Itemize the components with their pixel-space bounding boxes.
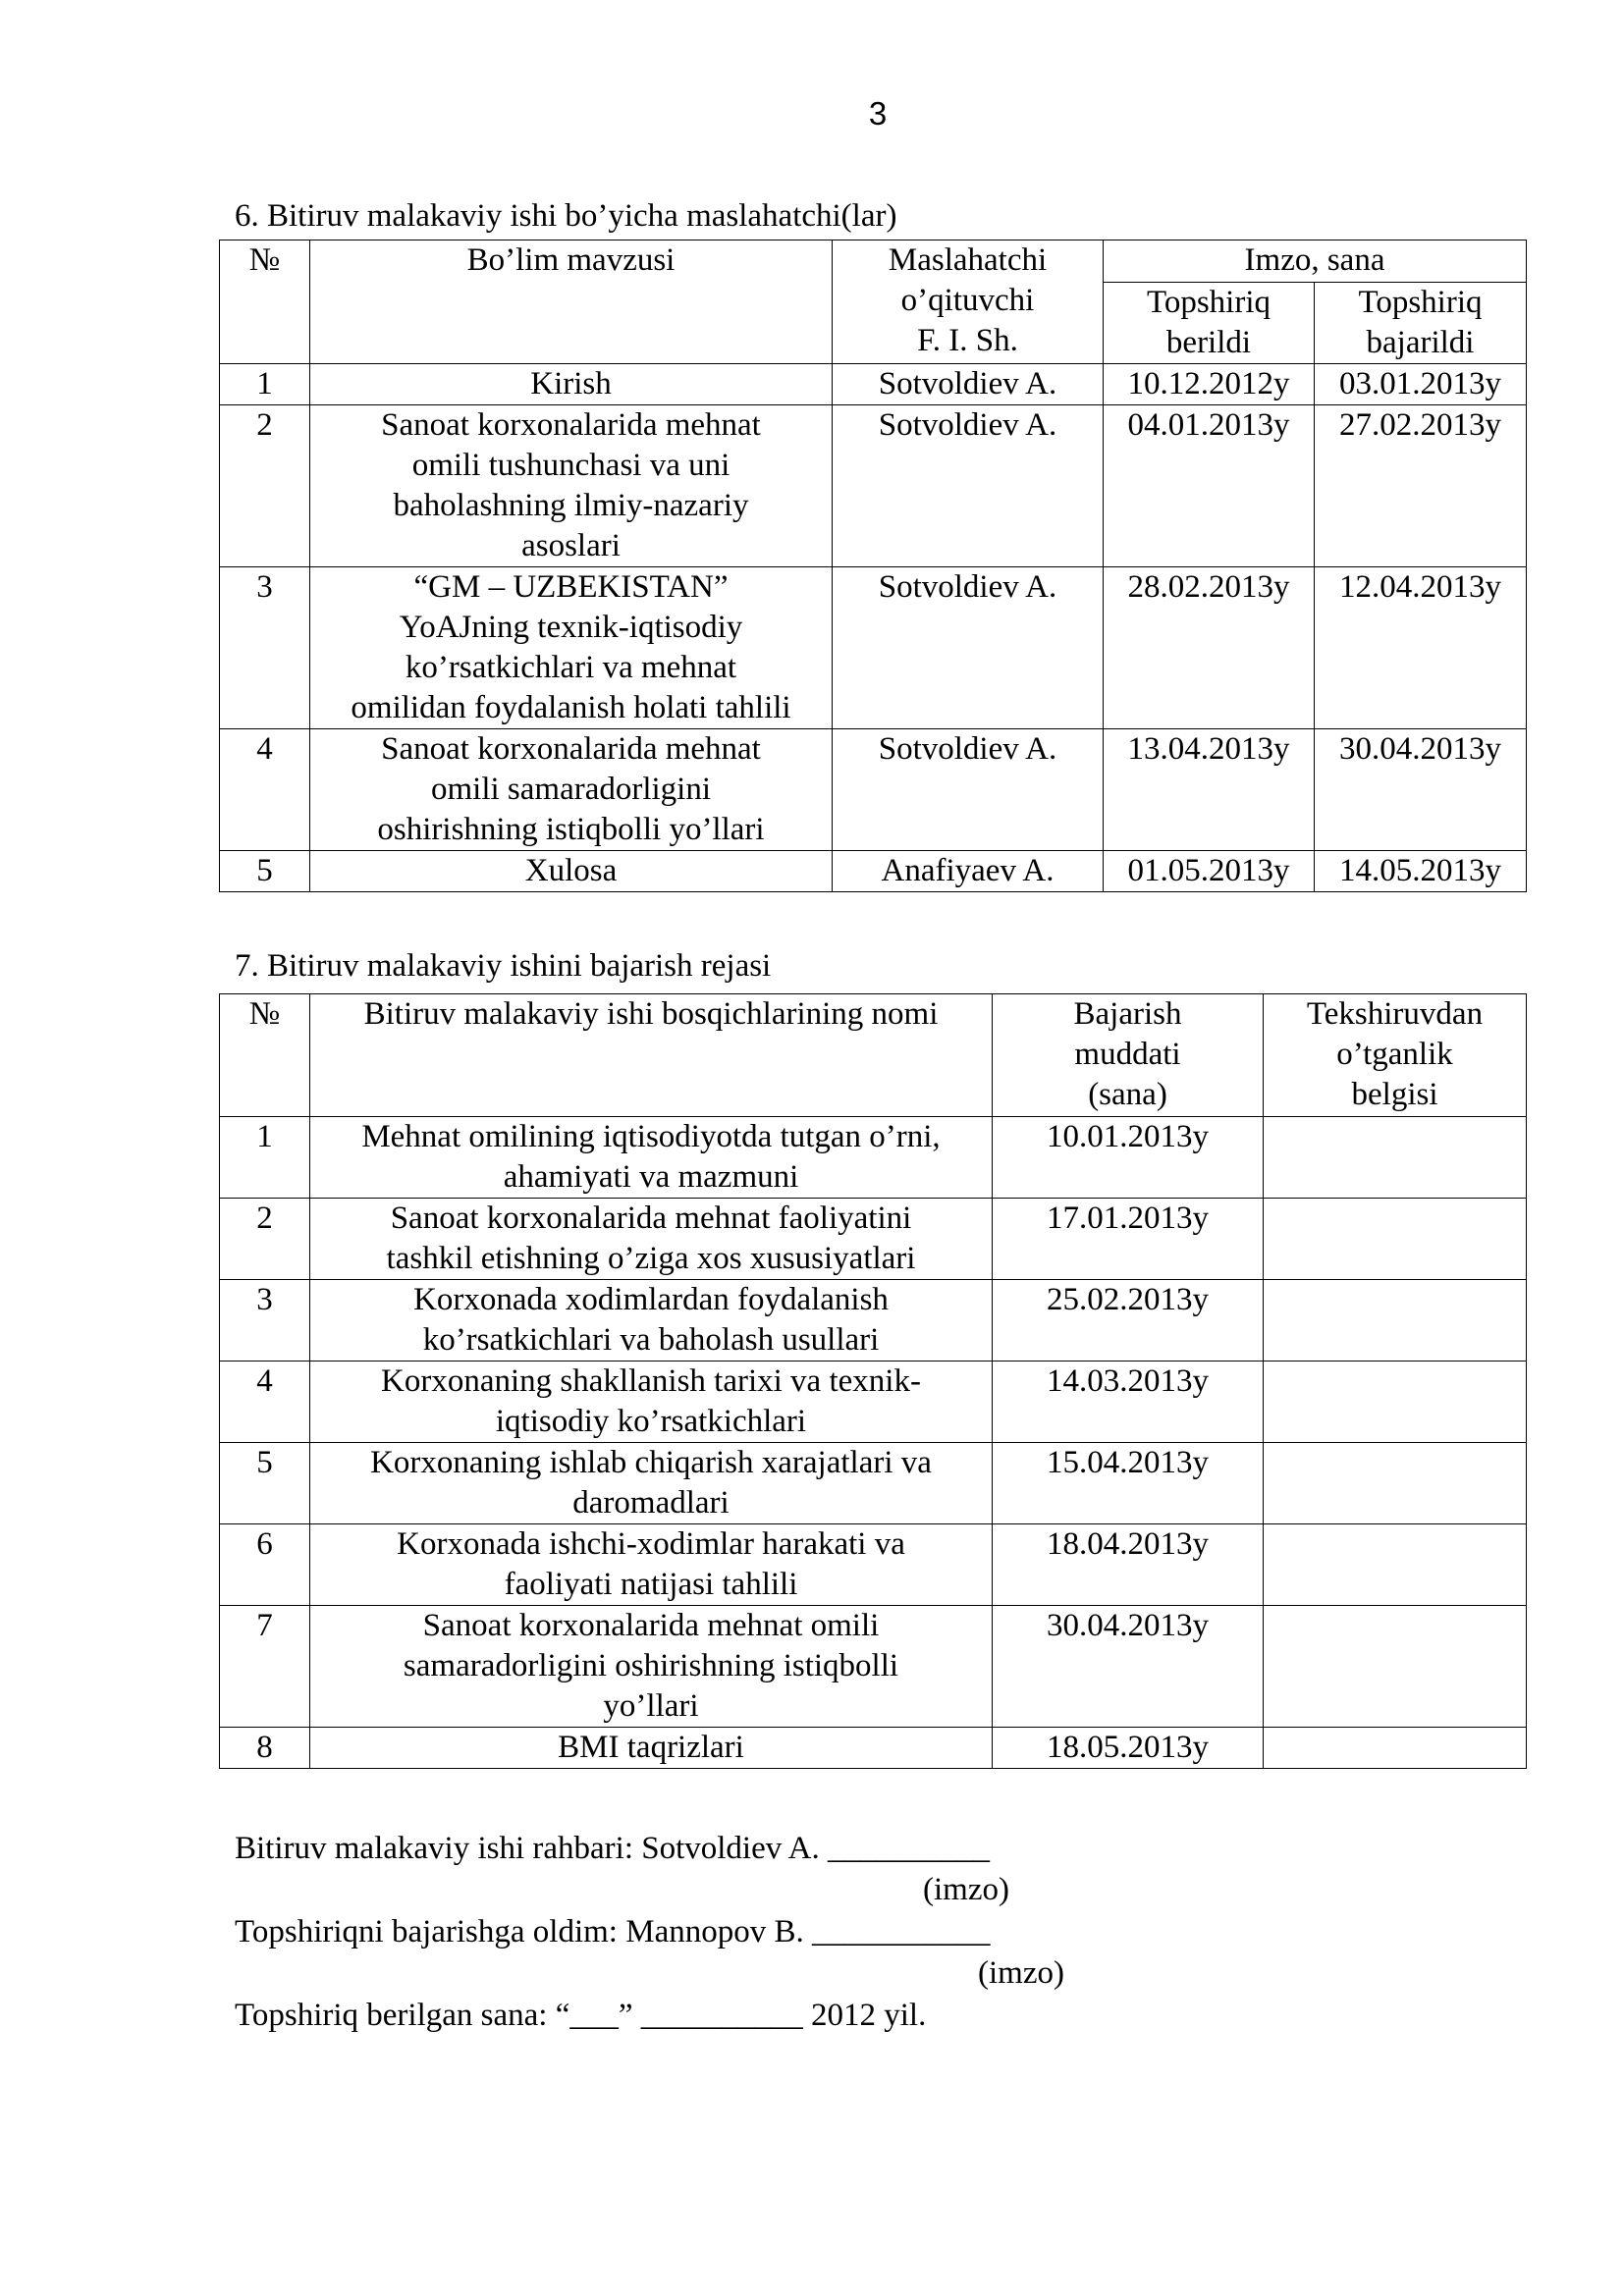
row-deadline: 10.01.2013y bbox=[993, 1117, 1264, 1199]
row-stage: Korxonaning ishlab chiqarish xarajatlari va daromadlari bbox=[310, 1443, 993, 1524]
row-advisor: Sotvoldiev A. bbox=[833, 729, 1104, 851]
table-row bbox=[220, 364, 1527, 405]
row-topic: Sanoat korxonalarida mehnat omili samaradorligini oshirishning istiqbolli yo’llari bbox=[310, 729, 833, 851]
row-topic: “GM – UZBEKISTAN” YoAJning texnik-iqtisodiy ko’rsatkichlari va mehnat omilidan foydalanish holati tahlili bbox=[310, 567, 833, 729]
row-check bbox=[1264, 1117, 1527, 1199]
row-stage: Sanoat korxonalarida mehnat faoliyatini tashkil etishning o’ziga xos xususiyatlari bbox=[310, 1199, 993, 1280]
table-header-row bbox=[220, 240, 1527, 283]
row-done-date: 30.04.2013y bbox=[1315, 729, 1527, 851]
supervisor-signature-label: (imzo) bbox=[923, 1872, 1009, 1907]
table-row bbox=[220, 1199, 1527, 1280]
row-num: 1 bbox=[220, 364, 310, 405]
row-done-date: 27.02.2013y bbox=[1315, 405, 1527, 567]
header-check: Tekshiruvdan o’tganlik belgisi bbox=[1264, 994, 1527, 1117]
header-topic: Bo’lim mavzusi bbox=[310, 240, 833, 364]
header-stage: Bitiruv malakaviy ishi bosqichlarining nomi bbox=[310, 994, 993, 1117]
row-topic: Xulosa bbox=[310, 851, 833, 892]
table-row bbox=[220, 851, 1527, 892]
table-row bbox=[220, 405, 1527, 567]
row-stage: BMI taqrizlari bbox=[310, 1728, 993, 1769]
row-num: 8 bbox=[220, 1728, 310, 1769]
header-deadline: Bajarish muddati (sana) bbox=[993, 994, 1264, 1117]
row-deadline: 30.04.2013y bbox=[993, 1606, 1264, 1728]
row-advisor: Anafiyaev A. bbox=[833, 851, 1104, 892]
accepted-line: Topshiriqni bajarishga oldim: Mannopov B. ___________ bbox=[235, 1914, 991, 1949]
row-given-date: 04.01.2013y bbox=[1104, 405, 1315, 567]
row-advisor: Sotvoldiev A. bbox=[833, 405, 1104, 567]
table-row bbox=[220, 729, 1527, 851]
row-check bbox=[1264, 1280, 1527, 1362]
date-line: Topshiriq berilgan sana: “___” __________ 2012 yil. bbox=[235, 1998, 927, 2033]
table-row bbox=[220, 1280, 1527, 1362]
row-stage: Mehnat omilining iqtisodiyotda tutgan o’rni, ahamiyati va mazmuni bbox=[310, 1117, 993, 1199]
row-check bbox=[1264, 1524, 1527, 1606]
table-row bbox=[220, 1728, 1527, 1769]
table-row bbox=[220, 1524, 1527, 1606]
table-row bbox=[220, 1606, 1527, 1728]
row-given-date: 01.05.2013y bbox=[1104, 851, 1315, 892]
row-stage: Korxonada xodimlardan foydalanish ko’rsatkichlari va baholash usullari bbox=[310, 1280, 993, 1362]
header-num: № bbox=[220, 240, 310, 364]
row-num: 1 bbox=[220, 1117, 310, 1199]
row-done-date: 12.04.2013y bbox=[1315, 567, 1527, 729]
row-num: 4 bbox=[220, 729, 310, 851]
row-topic: Kirish bbox=[310, 364, 833, 405]
row-check bbox=[1264, 1362, 1527, 1443]
header-given: Topshiriq berildi bbox=[1104, 283, 1315, 364]
row-num: 2 bbox=[220, 1199, 310, 1280]
row-stage: Korxonada ishchi-xodimlar harakati va faoliyati natijasi tahlili bbox=[310, 1524, 993, 1606]
row-given-date: 10.12.2012y bbox=[1104, 364, 1315, 405]
row-num: 7 bbox=[220, 1606, 310, 1728]
row-deadline: 17.01.2013y bbox=[993, 1199, 1264, 1280]
table-row bbox=[220, 1443, 1527, 1524]
row-check bbox=[1264, 1606, 1527, 1728]
row-done-date: 03.01.2013y bbox=[1315, 364, 1527, 405]
row-advisor: Sotvoldiev A. bbox=[833, 364, 1104, 405]
header-done: Topshiriq bajarildi bbox=[1315, 283, 1527, 364]
plan-table bbox=[219, 993, 1527, 1769]
table-header-row bbox=[220, 994, 1527, 1117]
table-row bbox=[220, 567, 1527, 729]
row-deadline: 18.05.2013y bbox=[993, 1728, 1264, 1769]
row-done-date: 14.05.2013y bbox=[1315, 851, 1527, 892]
row-stage: Sanoat korxonalarida mehnat omili samaradorligini oshirishning istiqbolli yo’llari bbox=[310, 1606, 993, 1728]
row-stage: Korxonaning shakllanish tarixi va texnik- iqtisodiy ko’rsatkichlari bbox=[310, 1362, 993, 1443]
row-deadline: 18.04.2013y bbox=[993, 1524, 1264, 1606]
row-topic: Sanoat korxonalarida mehnat omili tushunchasi va uni baholashning ilmiy-nazariy asoslari bbox=[310, 405, 833, 567]
row-advisor: Sotvoldiev A. bbox=[833, 567, 1104, 729]
row-num: 2 bbox=[220, 405, 310, 567]
row-deadline: 25.02.2013y bbox=[993, 1280, 1264, 1362]
header-advisor: Maslahatchi o’qituvchi F. I. Sh. bbox=[833, 240, 1104, 364]
table-row bbox=[220, 1117, 1527, 1199]
row-num: 3 bbox=[220, 567, 310, 729]
row-check bbox=[1264, 1199, 1527, 1280]
row-given-date: 13.04.2013y bbox=[1104, 729, 1315, 851]
row-num: 6 bbox=[220, 1524, 310, 1606]
page-number: 3 bbox=[868, 95, 888, 132]
row-check bbox=[1264, 1728, 1527, 1769]
row-given-date: 28.02.2013y bbox=[1104, 567, 1315, 729]
accepted-signature-label: (imzo) bbox=[978, 1955, 1064, 1991]
section7-heading: 7. Bitiruv malakaviy ishini bajarish rejasi bbox=[235, 948, 772, 984]
supervisor-line: Bitiruv malakaviy ishi rahbari: Sotvoldiev A. __________ bbox=[235, 1831, 991, 1866]
row-num: 3 bbox=[220, 1280, 310, 1362]
row-num: 5 bbox=[220, 851, 310, 892]
header-signature-date: Imzo, sana bbox=[1104, 240, 1527, 283]
table-row bbox=[220, 1362, 1527, 1443]
header-num: № bbox=[220, 994, 310, 1117]
row-num: 4 bbox=[220, 1362, 310, 1443]
row-deadline: 15.04.2013y bbox=[993, 1443, 1264, 1524]
row-check bbox=[1264, 1443, 1527, 1524]
advisors-table bbox=[219, 240, 1527, 892]
row-deadline: 14.03.2013y bbox=[993, 1362, 1264, 1443]
row-num: 5 bbox=[220, 1443, 310, 1524]
section6-heading: 6. Bitiruv malakaviy ishi bo’yicha maslahatchi(lar) bbox=[235, 198, 897, 234]
